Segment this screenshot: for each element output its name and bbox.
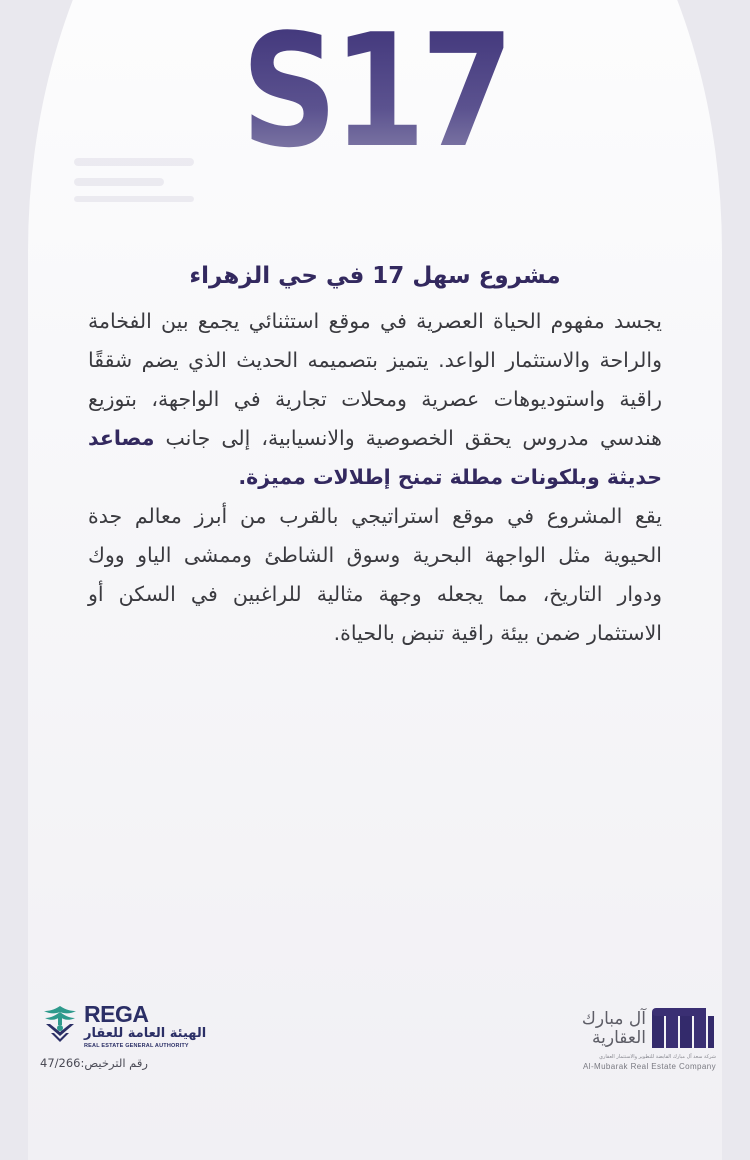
article-paragraph-1 [88,302,662,497]
project-code-title: S17 [53,6,698,176]
company-arabic-line-1: آل مبارك [581,1009,646,1029]
company-arabic-name [582,1010,646,1048]
paragraph-1-highlight: مصاعد حديثة وبلكونات مطلة تمنح إطلالات مميزة. [88,426,662,489]
paragraph-1-text: يجسد مفهوم الحياة العصرية في موقع استثنائي يجمع بين الفخامة والراحة والاستثمار الواعد. يتميز بتصميمه الحديث الذي يضم شققًا راقية واستوديوهات عصرية ومحلات تجارية في الواجهة، بتوزيع هندسي مدروس يحقق الخصوصية والانسيابية، إلى جانب [88,309,662,450]
company-tagline: شركة سعد آل مبارك القابضة للتطوير والاستثمار العقاري [599,1054,716,1060]
mubarak-m-logo-icon [652,1006,716,1052]
rega-name: REGA [84,1001,149,1027]
company-english-name: Al-Mubarak Real Estate Company [583,1062,716,1071]
palm-emblem-icon [40,1002,80,1048]
rega-block [40,1002,240,1070]
article-paragraph-2: يقع المشروع في موقع استراتيجي بالقرب من أبرز معالم جدة الحيوية مثل الواجهة البحرية وسوق الشاطئ وممشى الياو ووك ودوار التاريخ، مما يجعله وجهة مثالية للراغبين في السكن أو الاستثمار ضمن بيئة راقية تنبض بالحياة. [88,504,662,645]
company-arabic-line-2: العقارية [592,1028,646,1048]
article-heading: مشروع سهل 17 في حي الزهراء [189,263,561,289]
license-number: رقم الترخيص:47/266 [40,1056,148,1070]
company-block [548,1006,716,1071]
article [88,258,662,653]
rega-arabic-name: الهيئة العامة للعقار [84,1026,207,1041]
rega-english-name: REAL ESTATE GENERAL AUTHORITY [84,1043,189,1049]
